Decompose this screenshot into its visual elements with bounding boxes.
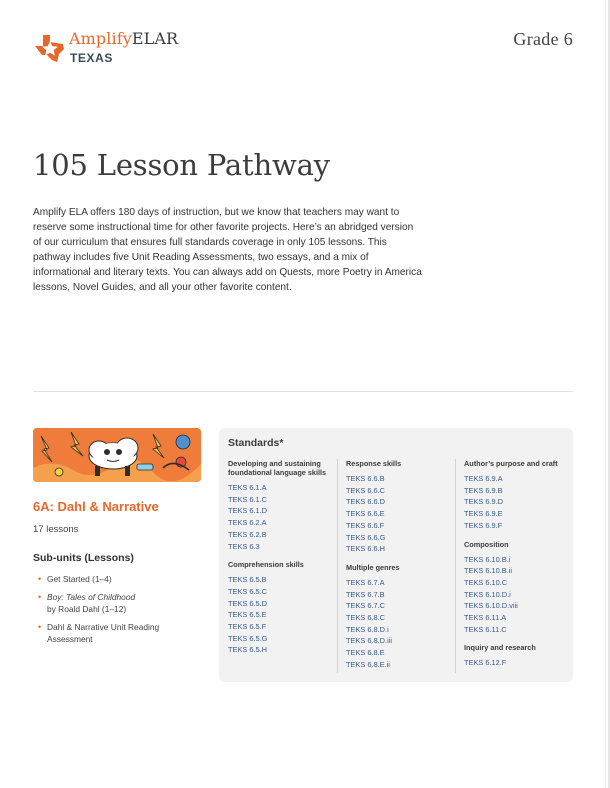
column-divider [455, 459, 456, 673]
standard-item: TEKS 6.6.F [346, 520, 385, 530]
standard-item: TEKS 6.6.B [346, 474, 385, 483]
standard-item: TEKS 6.8.C [346, 613, 386, 623]
standards-category: Inquiry and research [464, 643, 536, 653]
intro-text: Amplify ELA offers 180 days of instruction, but we know that teachers may want to reserve some instructional time for other favorite projects. Here’s an abridged version of our curriculum that ensures full standards coverage in only 105 lessons. This pathway includes five Unit Reading Assessments, two essays, and a mix of informational and literary texts. You can always add on Quests, more Poetry in America lessons, Novel Guides, and all your other favorite content. [33, 207, 422, 293]
standard-item: TEKS 6.8.D.i [346, 624, 389, 634]
standard-item: TEKS 6.1.C [228, 494, 268, 504]
subunits-heading: Sub-units (Lessons) [33, 552, 134, 564]
standards-category: Developing and sustaining foundational language skills [228, 459, 327, 477]
page-edge-line [605, 0, 606, 788]
standard-item: TEKS 6.5.F [228, 622, 267, 632]
standards-column-3 [464, 459, 572, 669]
standard-item: TEKS 6.5.E [228, 610, 267, 620]
list-item: • Boy: Tales of Childhood by Roald Dahl (1–12) [33, 591, 203, 615]
intro-paragraph [33, 205, 423, 295]
standard-item: TEKS 6.10.D.i [464, 589, 511, 599]
brand-state: TEXAS [70, 51, 114, 65]
subunit-title: Boy: Tales of Childhood [47, 592, 136, 602]
unit-illustration-art [33, 428, 201, 482]
standards-category: Composition [464, 539, 509, 549]
subunits-list [33, 573, 203, 651]
page-title: 105 Lesson Pathway [33, 148, 330, 182]
standards-category: Author’s purpose and craft [464, 459, 558, 468]
standard-item: TEKS 6.1.A [228, 483, 267, 492]
standard-item: TEKS 6.5.G [228, 633, 268, 643]
standards-category: Response skills [346, 459, 402, 468]
standard-item: TEKS 6.10.B.ii [464, 566, 513, 576]
standard-item: TEKS 6.5.D [228, 598, 268, 608]
standard-item: TEKS 6.6.C [346, 485, 386, 495]
lesson-count: 17 lessons [33, 524, 79, 535]
standard-item: TEKS 6.12.F [464, 658, 507, 668]
amplify-logo[interactable] [33, 30, 203, 70]
standard-item: TEKS 6.10.C [464, 577, 508, 587]
standard-item: TEKS 6.6.E [346, 509, 385, 519]
standard-item: TEKS 6.1.D [228, 506, 268, 516]
standard-item: TEKS 6.3 [228, 541, 260, 551]
standards-panel [219, 428, 573, 682]
standard-item: TEKS 6.6.H [346, 544, 386, 554]
column-divider [337, 459, 338, 673]
standard-item: TEKS 6.5.C [228, 586, 268, 596]
standards-category: Multiple genres [346, 562, 400, 572]
unit-illustration [33, 428, 201, 482]
standard-item: TEKS 6.2.B [228, 529, 267, 539]
section-divider [33, 391, 573, 392]
standard-item: TEKS 6.9.F [464, 520, 503, 530]
standard-item: TEKS 6.9.B [464, 485, 503, 495]
unit-title: 6A: Dahl & Narrative [33, 499, 159, 514]
standard-item: TEKS 6.10.B.i [464, 554, 511, 564]
standard-item: TEKS 6.5.B [228, 575, 267, 585]
standard-item: TEKS 6.7.C [346, 601, 386, 611]
list-item: • Get Started (1–4) [33, 573, 203, 585]
standards-column-2 [346, 459, 454, 671]
standard-item: TEKS 6.9.E [464, 509, 503, 519]
standard-item: TEKS 6.9.A [464, 474, 503, 483]
list-item: • Dahl & Narrative Unit Reading Assessment [33, 621, 203, 645]
standards-heading: Standards* [228, 437, 284, 449]
standard-item: TEKS 6.7.A [346, 577, 385, 587]
standard-item: TEKS 6.2.A [228, 518, 267, 528]
standard-item: TEKS 6.6.G [346, 532, 386, 542]
standards-column-1 [228, 459, 336, 656]
standard-item: TEKS 6.6.D [346, 497, 386, 507]
standard-item: TEKS 6.9.D [464, 497, 504, 507]
standard-item: TEKS 6.10.D.viii [464, 601, 518, 611]
standard-item: TEKS 6.7.B [346, 589, 385, 599]
texas-star-icon [33, 32, 67, 64]
standard-item: TEKS 6.8.E.ii [346, 659, 390, 669]
standard-item: TEKS 6.8.E [346, 648, 385, 658]
standard-item: TEKS 6.11.C [464, 624, 507, 634]
brand-name: AmplifyELAR [69, 29, 179, 48]
standard-item: TEKS 6.5.H [228, 645, 268, 655]
grade-label: Grade 6 [513, 29, 573, 49]
standard-item: TEKS 6.8.D.iii [346, 636, 393, 646]
standard-item: TEKS 6.11.A [464, 613, 507, 623]
standards-category: Comprehension skills [228, 560, 304, 570]
